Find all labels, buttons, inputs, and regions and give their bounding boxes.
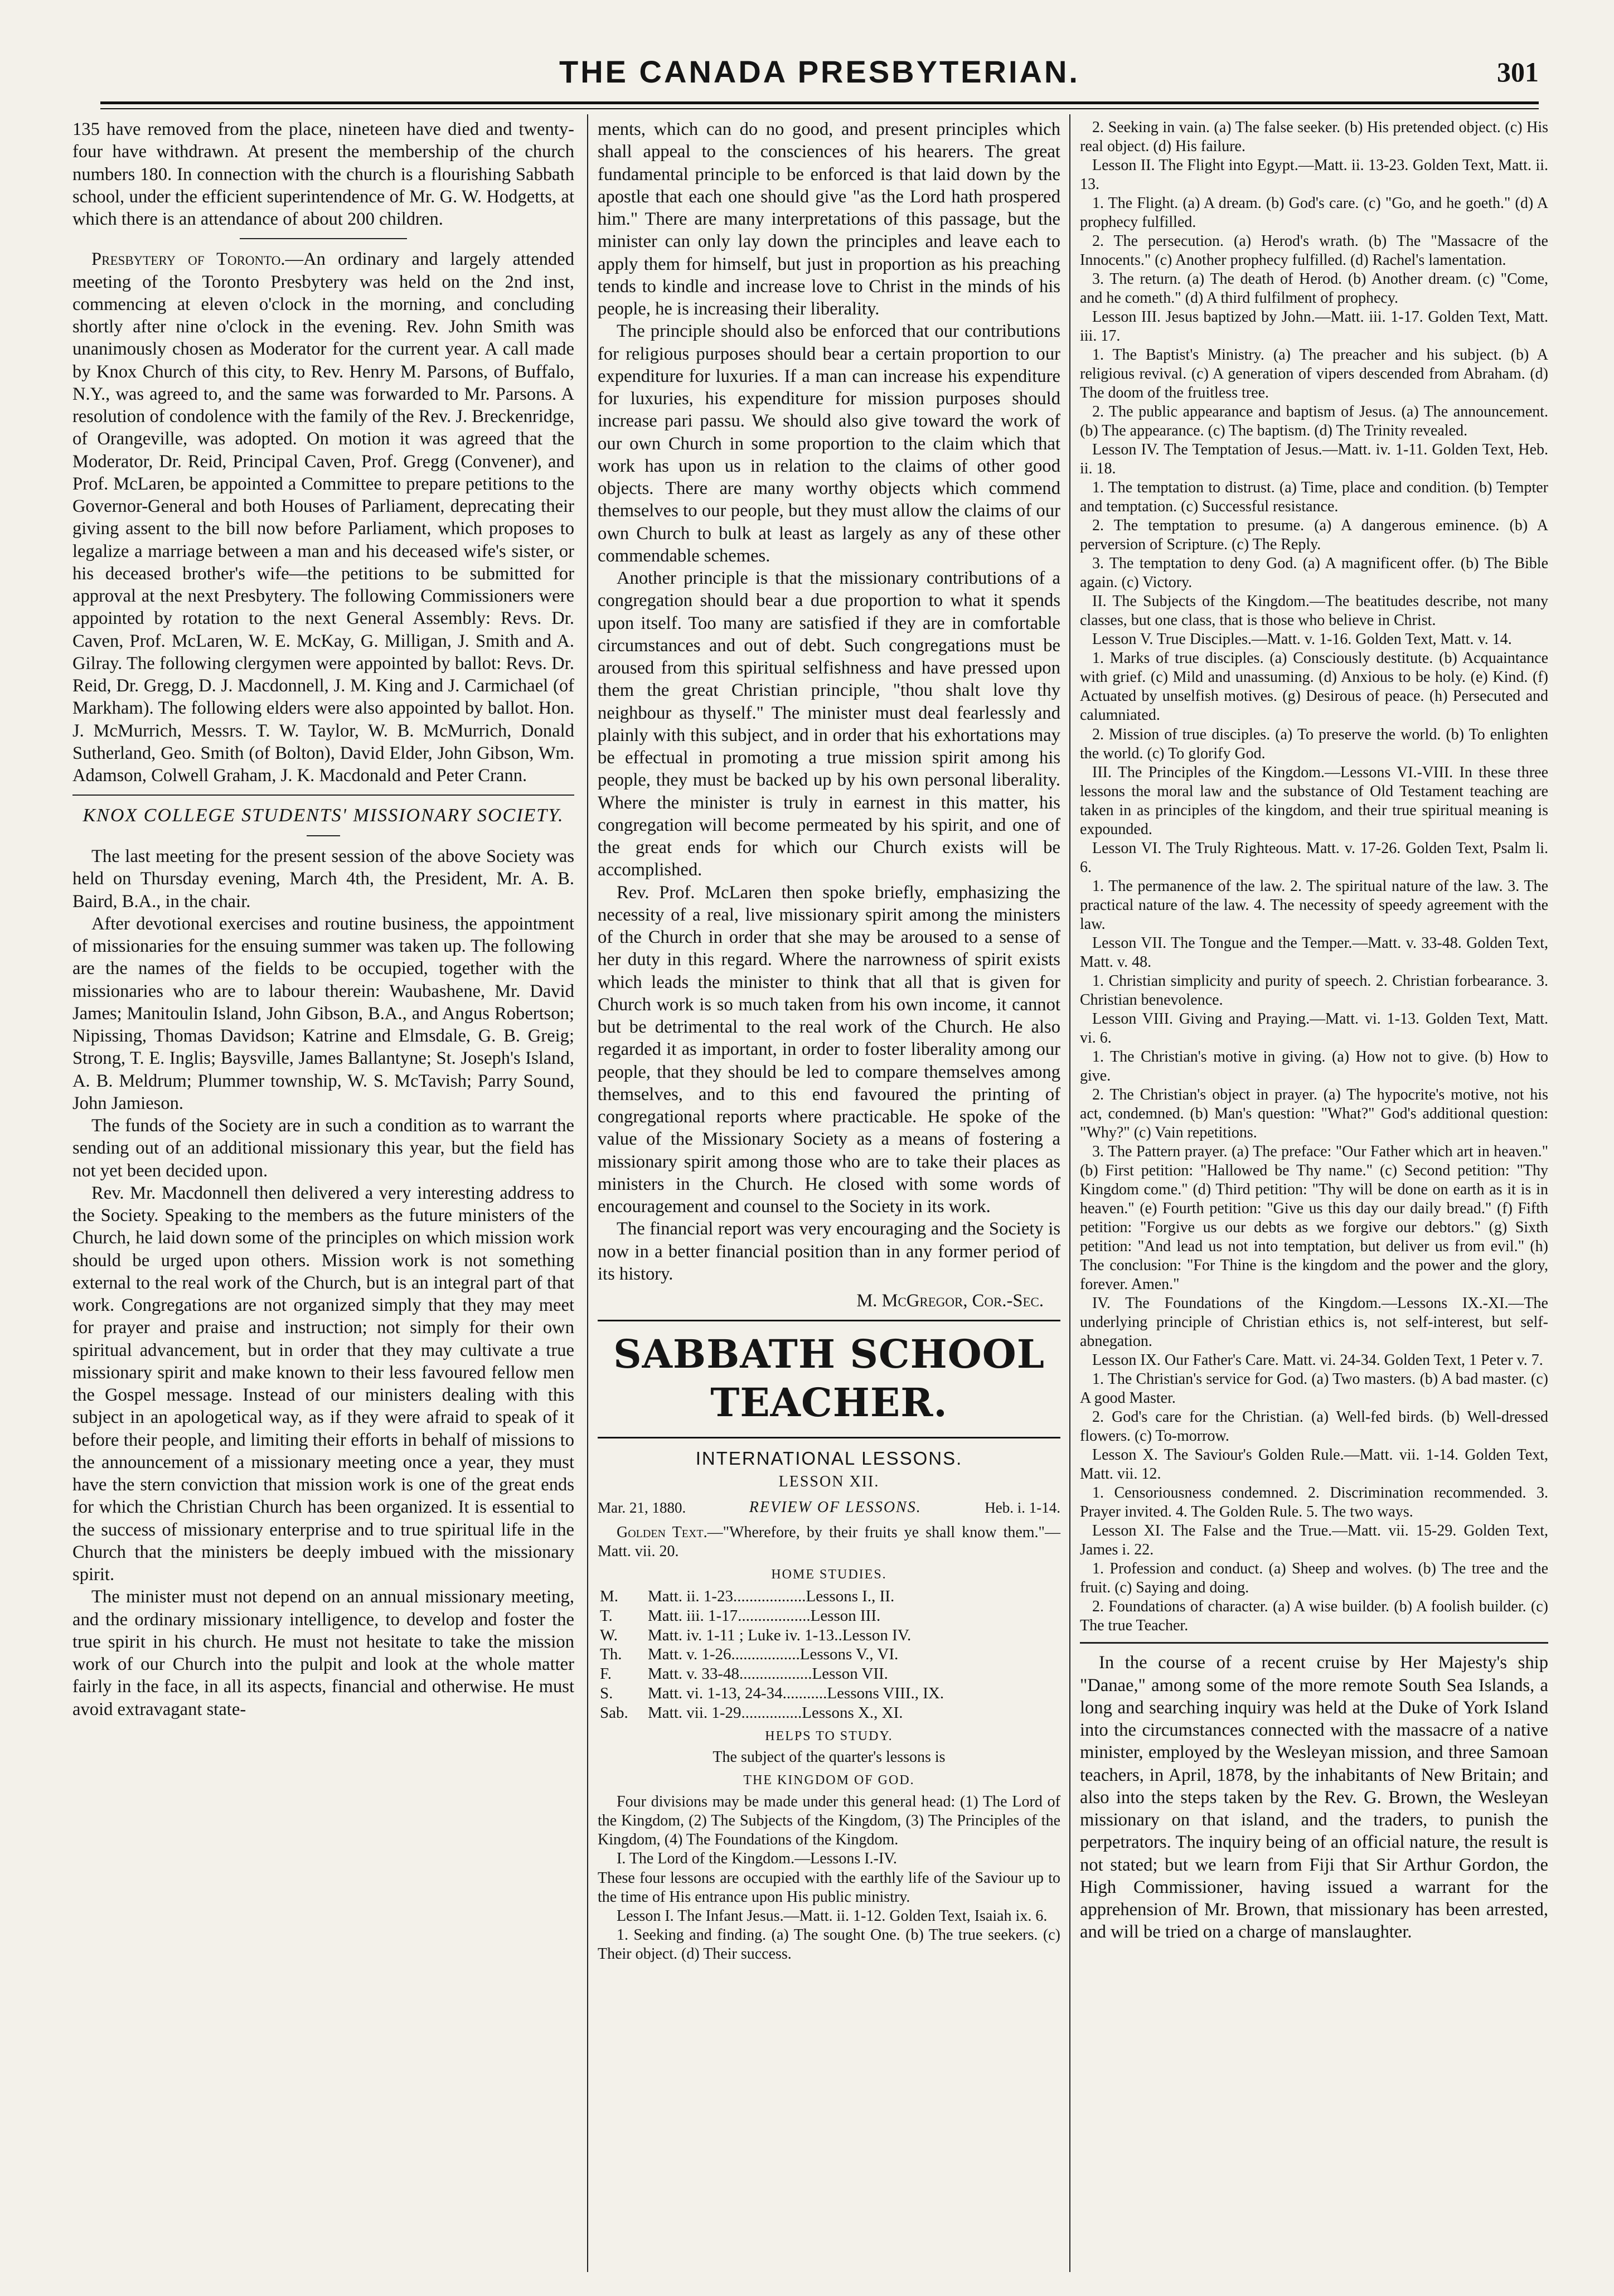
lesson-outline-item: III. The Principles of the Kingdom.—Lessons VI.-VIII. In these three lessons the moral law and the substance of Old Testament teaching are taken in as principles of the kingdom, and their true spiritual meaning is expounded. xyxy=(1080,763,1548,838)
home-study-reading: Matt. iv. 1-11 ; Luke iv. 1-13..Lesson IV. xyxy=(648,1626,912,1644)
lesson-outline-item: 3. The temptation to deny God. (a) A magnificent offer. (b) The Bible again. (c) Victory. xyxy=(1080,555,1548,592)
home-study-row xyxy=(598,1684,1060,1703)
home-study-row xyxy=(598,1703,1060,1723)
church-report-paragraph: 135 have removed from the place, nineteen have died and twenty-four have withdrawn. At present the membership of the church numbers 180. In connection with the church is a flourishing Sabbath school, under the efficient superintendence of Mr. G. W. Hodgetts, at which there is an attendance of about 200 children. xyxy=(72,119,574,229)
quarter-subject-line: The subject of the quarter's lessons is xyxy=(713,1748,946,1766)
sabbath-school-banner: SABBATH SCHOOL TEACHER. xyxy=(598,1320,1060,1438)
lesson-outline-item: 2. Seeking in vain. (a) The false seeker. (b) His pretended object. (c) His real object. (d) His failure. xyxy=(1080,119,1548,156)
address-paragraph: The financial report was very encouraging and the Society is now in a better financial position than in any former period of its history. xyxy=(598,1219,1060,1284)
lesson-outline-item: Lesson X. The Saviour's Golden Rule.—Matt. vii. 1-14. Golden Text, Matt. vii. 12. xyxy=(1080,1446,1548,1483)
lesson-date: Mar. 21, 1880. xyxy=(598,1499,686,1517)
lesson-number: LESSON XII. xyxy=(778,1472,880,1490)
lesson-outline-item: 1. The Christian's motive in giving. (a) How not to give. (b) How to give. xyxy=(1080,1048,1548,1084)
home-study-reading: Matt. v. 1-26.................Lessons V., VI. xyxy=(648,1645,899,1664)
lesson-outline-item: 2. The persecution. (a) Herod's wrath. (b) The "Massacre of the Innocents." (c) Another prophecy fulfilled. (d) Rachel's lamentation. xyxy=(1080,232,1548,269)
address-paragraph: Another principle is that the missionary contributions of a congregation should bear a due proportion to what it spends upon itself. Too many are satisfied if they are in comfortable circumstances and out of debt. Such congregations must be aroused from this spiritual selfishness and have pressed upon them the great Christian principle, "thou shalt love thy neighbour as thyself." The minister must deal fearlessly and plainly with this subject, and in order that his exhortations may be effectual in promoting a true mission spirit among his people, they must be backed up by his own personal liberality. Where the minister is truly in earnest in this matter, his congregation will become permeated by his spirit, and one of the great ends for which our Church exists will be accomplished. xyxy=(598,568,1060,880)
society-paragraph: The minister must not depend on an annual missionary meeting, and the ordinary missionary intelligence, to develop and foster the true spirit in his church. He must not hesitate to take the mission work of our Church into the pulpit and look at the whole matter fairly in the face, in all its aspects, financial and otherwise. He must avoid extravagant state- xyxy=(72,1587,574,1719)
lesson-outline-item: Lesson XI. The False and the True.—Matt. vii. 15-29. Golden Text, James i. 22. xyxy=(1080,1522,1548,1559)
helps-heading: HELPS TO STUDY. xyxy=(765,1728,893,1743)
home-study-day: W. xyxy=(600,1626,618,1644)
home-study-reading: Matt. vii. 1-29...............Lessons X., XI. xyxy=(648,1703,903,1722)
lesson-outline-item: Lesson III. Jesus baptized by John.—Matt. iii. 1-17. Golden Text, Matt. iii. 17. xyxy=(1080,308,1548,345)
lesson-outline-item: Lesson V. True Disciples.—Matt. v. 1-16. Golden Text, Matt. v. 14. xyxy=(1092,631,1512,648)
column-3 xyxy=(1080,118,1548,1944)
presbytery-body: —An ordinary and largely attended meeting of the Toronto Presbytery was held on the 2nd inst, commencing at eleven o'clock in the morning, and concluding shortly after nine o'clock in the evening. Rev. John Smith was unanimously chosen as Moderator for the current year. A call made by Knox Church of this city, to Rev. Henry M. Parsons, of Buffalo, N.Y., was agreed to, and the same was forwarded to Mr. Parsons. A resolution of condolence with the family of the Rev. J. Breckenridge, of Orangeville, was adopted. On motion it was agreed that the Moderator, Dr. Reid, Principal Caven, Prof. Gregg (Convener), and Prof. McLaren, be appointed a Committee to prepare petitions to the Governor-General and both Houses of Parliament, deprecating their giving assent to the bill now before Parliament, which proposes to legalize a marriage between a man and his deceased wife's sister, or his deceased brother's wife—the petitions to be submitted for approval at the next Presbytery. The following Commissioners were appointed by rotation to the next General Assembly: Revs. Dr. Caven, Prof. McLaren, W. E. McKay, G. Milligan, J. Smith and A. Gilray. The following clergymen were appointed by ballot: Revs. Dr. Reid, Dr. Gregg, D. J. Macdonnell, J. M. King and J. Carmichael (of Markham). The following elders were also appointed by ballot. Hon. J. McMurrich, Messrs. T. W. Taylor, W. B. McMurrich, Donald Sutherland, Geo. Smith (of Bolton), David Elder, John Gibson, Wm. Adamson, Colwell Graham, J. K. Macdonald and Peter Crann. xyxy=(72,249,574,786)
home-study-day: Th. xyxy=(600,1645,622,1664)
society-paragraph: After devotional exercises and routine business, the appointment of missionaries for the ensuing summer was taken up. The following are the names of the fields to be occupied, together with the missionaries who are to labour therein: Waubashene, Mr. David James; Manitoulin Island, John Gibson, B.A., and Angus Robertson; Nipissing, Thomas Davidson; Katrine and Elmsdale, G. B. Greig; Strong, T. E. Inglis; Baysville, James Ballantyne; St. Joseph's Island, A. B. Meldrum; Plummer township, W. S. McTavish; Parry Sound, John Jamieson. xyxy=(72,913,574,1113)
lesson-outline-item: 1. Profession and conduct. (a) Sheep and wolves. (b) The tree and the fruit. (c) Saying and doing. xyxy=(1080,1560,1548,1597)
lesson-outline-item: 1. The Flight. (a) A dream. (b) God's care. (c) "Go, and he goeth." (d) A prophecy fulfilled. xyxy=(1080,195,1548,231)
society-paragraph: The last meeting for the present session of the above Society was held on Thursday evening, March 4th, the President, Mr. A. B. Baird, B.A., in the chair. xyxy=(72,846,574,912)
lesson-outline-item: 2. The public appearance and baptism of Jesus. (a) The announcement. (b) The appearance. (c) The baptism. (d) The Trinity revealed. xyxy=(1080,403,1548,440)
section-separator xyxy=(240,238,407,239)
lesson-outline-item: Lesson VIII. Giving and Praying.—Matt. vi. 1-13. Golden Text, Matt. vi. 6. xyxy=(1080,1010,1548,1047)
column-2 xyxy=(598,118,1060,1964)
masthead-rule-thick xyxy=(100,101,1539,104)
lesson-outline-item: 1. Marks of true disciples. (a) Consciously destitute. (b) Acquaintance with grief. (c) Mild and unassuming. (d) Anxious to be holy. (e) Kind. (f) Actuated by unselfish motives. (g) Desirous of peace. (h) Persecuted and calumniated. xyxy=(1080,650,1548,724)
golden-text-lead: Golden Text. xyxy=(617,1524,707,1542)
lesson-1-heading: Lesson I. The Infant Jesus.—Matt. ii. 1-12. Golden Text, Isaiah ix. 6. xyxy=(617,1907,1048,1925)
review-row xyxy=(598,1498,1060,1518)
lesson-outline-item: 2. Foundations of character. (a) A wise builder. (b) A foolish builder. (c) The true Teacher. xyxy=(1080,1598,1548,1635)
lord-of-kingdom-heading: I. The Lord of the Kingdom.—Lessons I.-IV. xyxy=(617,1850,897,1868)
lesson-outline-item: II. The Subjects of the Kingdom.—The beatitudes describe, not many classes, but one class, that is those who believe in Christ. xyxy=(1080,593,1548,629)
home-study-row xyxy=(598,1664,1060,1684)
masthead-rule-thin xyxy=(100,108,1539,109)
lesson-outline-item: Lesson IX. Our Father's Care. Matt. vi. 24-34. Golden Text, 1 Peter v. 7. xyxy=(1092,1352,1543,1369)
lesson-outline-item: 2. The Christian's object in prayer. (a) The hypocrite's motive, not his act, condemned. (b) Man's question: "What?" God's additional question: "Why?" (c) Vain repetitions. xyxy=(1080,1086,1548,1141)
lesson-outline-item: 3. The Pattern prayer. (a) The preface: "Our Father which art in heaven." (b) First petition: "Hallowed be Thy name." (c) Second petition: "Thy Kingdom come." (d) Third petition: "Thy will be done on earth as it is in heaven." (e) Fourth petition: "Give us this day our daily bread." (f) Fifth petition: "Forgive us our debts as we forgive our debtors." (g) Sixth petition: "And lead us not into temptation, but deliver us from evil." (h) The conclusion: "For Thine is the kingdom and the power and the glory, forever. Amen." xyxy=(1080,1142,1548,1293)
section-separator xyxy=(307,835,340,836)
address-paragraph: Rev. Prof. McLaren then spoke briefly, emphasizing the necessity of a real, live missionary spirit among the ministers of the Church in order that she may be aroused to a sense of her duty in this regard. Where the narrowness of spirit exists which leads the minister to think that all that is given for Church work is so much taken from his own income, it cannot but be detrimental to the real work of the Church. He also regarded it as important, in order to foster liberality among our people, that they should be led to compare themselves among themselves, and to this end favoured the printing of congregational reports where practicable. He spoke of the value of the Missionary Society as a means of fostering a missionary spirit among those who are to take their places as ministers in the Church. He closed with some words of encouragement and counsel to the Society in its work. xyxy=(598,882,1060,1217)
section-separator xyxy=(1080,1642,1548,1644)
golden-text xyxy=(598,1523,1060,1561)
column-divider xyxy=(587,114,588,2272)
signature: M. McGregor, Cor.-Sec. xyxy=(856,1291,1044,1311)
column-1 xyxy=(72,118,574,1721)
home-study-reading: Matt. iii. 1-17..................Lesson III. xyxy=(648,1606,881,1625)
lesson-outline-item: 2. God's care for the Christian. (a) Well-fed birds. (b) Well-dressed flowers. (c) To-morrow. xyxy=(1080,1408,1548,1445)
section-separator xyxy=(72,795,574,796)
lesson-outline-item: 1. Christian simplicity and purity of speech. 2. Christian forbearance. 3. Christian benevolence. xyxy=(1080,972,1548,1009)
lesson-reference: Heb. i. 1-14. xyxy=(985,1499,1060,1517)
home-study-reading: Matt. ii. 1-23..................Lessons I., II. xyxy=(648,1587,895,1605)
lesson-outline-item: 1. The permanence of the law. 2. The spiritual nature of the law. 3. The practical nature of the law. 4. The necessity of speedy agreement with the law. xyxy=(1080,877,1548,933)
masthead xyxy=(100,54,1539,100)
international-lessons-heading: INTERNATIONAL LESSONS. xyxy=(695,1448,963,1469)
home-study-day: Sab. xyxy=(600,1703,628,1722)
home-study-day: M. xyxy=(600,1587,619,1605)
lesson-outline-item: 1. The Christian's service for God. (a) Two masters. (b) A bad master. (c) A good Master. xyxy=(1080,1370,1548,1407)
society-paragraph: Rev. Mr. Macdonnell then delivered a very interesting address to the Society. Speaking to the members as the future ministers of the Church, he laid down some of the principles on which mission work should be urged upon others. Mission work is not something external to the real work of the Church, but is an integral part of that work. Congregations are not organized simply that they may meet for prayer and praise and instruction; not simply for their own spiritual advancement, but in order that they may cultivate a true missionary spirit and make known to their less favoured fellow men the Gospel message. Instead of our ministers dealing with this subject in an apologetical way, as if they were afraid to speak of it before their people, and limiting their efforts in behalf of missions to the announcement of a missionary meeting once a year, they must have the stern conviction that mission work is one of the great ends for which the Christian Church has been organized. It is essential to the success of missionary enterprise and to true spiritual life in the Church that the ministers be deeply imbued with the missionary spirit. xyxy=(72,1183,574,1585)
lesson-outline-item: 2. Mission of true disciples. (a) To preserve the world. (b) To enlighten the world. (c) To glorify God. xyxy=(1080,725,1548,762)
lesson-outline xyxy=(1080,118,1548,1635)
address-paragraph: The principle should also be enforced that our contributions for religious purposes should bear a certain proportion to our expenditure for luxuries. If a man can increase his expenditure for luxuries, his expenditure for mission purposes should increase pari passu. We should also give toward the work of our own Church in some proportion to the claim which that work has upon us in relation to the claims of other good objects. There are many worthy objects which commend themselves to our people, but they must allow the claims of our own Church to bulk at least as largely as any of these other commendable schemes. xyxy=(598,321,1060,566)
lesson-outline-item: 1. The temptation to distrust. (a) Time, place and condition. (b) Tempter and temptation. (c) Successful resistance. xyxy=(1080,479,1548,516)
lesson-outline-item: 2. The temptation to presume. (a) A dangerous eminence. (b) A perversion of Scripture. (c) The Reply. xyxy=(1080,517,1548,554)
page-number: 301 xyxy=(1497,56,1539,88)
home-studies-heading: HOME STUDIES. xyxy=(771,1567,887,1582)
review-title: REVIEW OF LESSONS. xyxy=(749,1499,922,1517)
newspaper-title: THE CANADA PRESBYTERIAN. xyxy=(559,54,1080,89)
home-studies-table xyxy=(598,1587,1060,1723)
home-study-day: S. xyxy=(600,1684,613,1702)
danae-paragraph: In the course of a recent cruise by Her Majesty's ship "Danae," among some of the more remote South Sea Islands, a long and searching inquiry was held at the Duke of York Island into the circumstances connected with the massacre of a native minister, employed by the Wesleyan mission, and three Samoan teachers, in April, 1878, by the inhabitants of New Britain; and also into the steps taken by the Rev. G. Brown, the Wesleyan missionary on that island, and the traders, to punish the perpetrators. The inquiry being of an official nature, the result is not stated; but we learn from Fiji that Sir Arthur Gordon, the High Commissioner, having issued a warrant for the apprehension of Mr. Brown, that missionary has been arrested, and will be tried on a charge of manslaughter. xyxy=(1080,1653,1548,1943)
society-paragraph: The funds of the Society are in such a condition as to warrant the sending out of an additional missionary this year, but the field has not yet been decided upon. xyxy=(72,1116,574,1181)
lesson-outline-item: 1. Censoriousness condemned. 2. Discrimination recommended. 3. Prayer invited. 4. The Golden Rule. 5. The two ways. xyxy=(1080,1484,1548,1521)
presbytery-lead: Presbytery of Toronto. xyxy=(91,249,285,270)
lesson-outline-item: Lesson VII. The Tongue and the Temper.—Matt. v. 33-48. Golden Text, Matt. v. 48. xyxy=(1080,934,1548,971)
lesson-outline-item: 3. The return. (a) The death of Herod. (b) Another dream. (c) "Come, and he cometh." (d) A third fulfilment of prophecy. xyxy=(1080,270,1548,307)
home-study-row xyxy=(598,1626,1060,1645)
presbytery-paragraph xyxy=(72,248,574,787)
column-divider xyxy=(1069,114,1070,2272)
home-study-row xyxy=(598,1606,1060,1626)
address-paragraph: ments, which can do no good, and present principles which shall appeal to the consciences of his hearers. The great fundamental principle to be enforced is that laid down by the apostle that each one should give "as the Lord hath prospered him." There are many interpretations of this passage, but the minister can only lay down the principles and leave each to apply them for himself, but just in proportion as his preaching tends to kindle and increase love to Christ in the minds of his people, he is increasing their liberality. xyxy=(598,119,1060,319)
lord-of-kingdom-body: These four lessons are occupied with the earthly life of the Saviour up to the time of His entrance upon His public ministry. xyxy=(598,1869,1060,1906)
lesson-1-points: 1. Seeking and finding. (a) The sought One. (b) The true seekers. (c) Their object. (d) Their success. xyxy=(598,1926,1060,1963)
home-study-reading: Matt. vi. 1-13, 24-34...........Lessons VIII., IX. xyxy=(648,1684,944,1702)
lesson-outline-item: Lesson VI. The Truly Righteous. Matt. v. 17-26. Golden Text, Psalm li. 6. xyxy=(1080,839,1548,876)
lesson-outline-item: Lesson II. The Flight into Egypt.—Matt. ii. 13-23. Golden Text, Matt. ii. 13. xyxy=(1080,157,1548,193)
lesson-outline-item: 1. The Baptist's Ministry. (a) The preacher and his subject. (b) A religious revival. (c) A generation of vipers descended from Abraham. (d) The doom of the fruitless tree. xyxy=(1080,346,1548,402)
lesson-outline-item: IV. The Foundations of the Kingdom.—Lessons IX.-XI.—The underlying principle of Christian ethics is, not self-interest, but self-abnegation. xyxy=(1080,1294,1548,1350)
home-study-reading: Matt. v. 33-48..................Lesson VII. xyxy=(648,1665,888,1683)
lesson-outline-item: Lesson IV. The Temptation of Jesus.—Matt. iv. 1-11. Golden Text, Heb. ii. 18. xyxy=(1080,441,1548,478)
kingdom-heading: THE KINGDOM OF GOD. xyxy=(743,1773,915,1788)
home-study-day: F. xyxy=(600,1665,612,1683)
home-study-row xyxy=(598,1645,1060,1664)
home-study-row xyxy=(598,1587,1060,1606)
divisions-paragraph: Four divisions may be made under this general head: (1) The Lord of the Kingdom, (2) The Subjects of the Kingdom, (3) The Principles of the Kingdom, (4) The Foundations of the Kingdom. xyxy=(598,1793,1060,1849)
society-heading: KNOX COLLEGE STUDENTS' MISSIONARY SOCIETY. xyxy=(83,805,564,826)
golden-text-body: —"Wherefore, by their fruits ye shall know them."—Matt. vii. 20. xyxy=(598,1524,1060,1561)
home-study-day: T. xyxy=(600,1606,613,1625)
